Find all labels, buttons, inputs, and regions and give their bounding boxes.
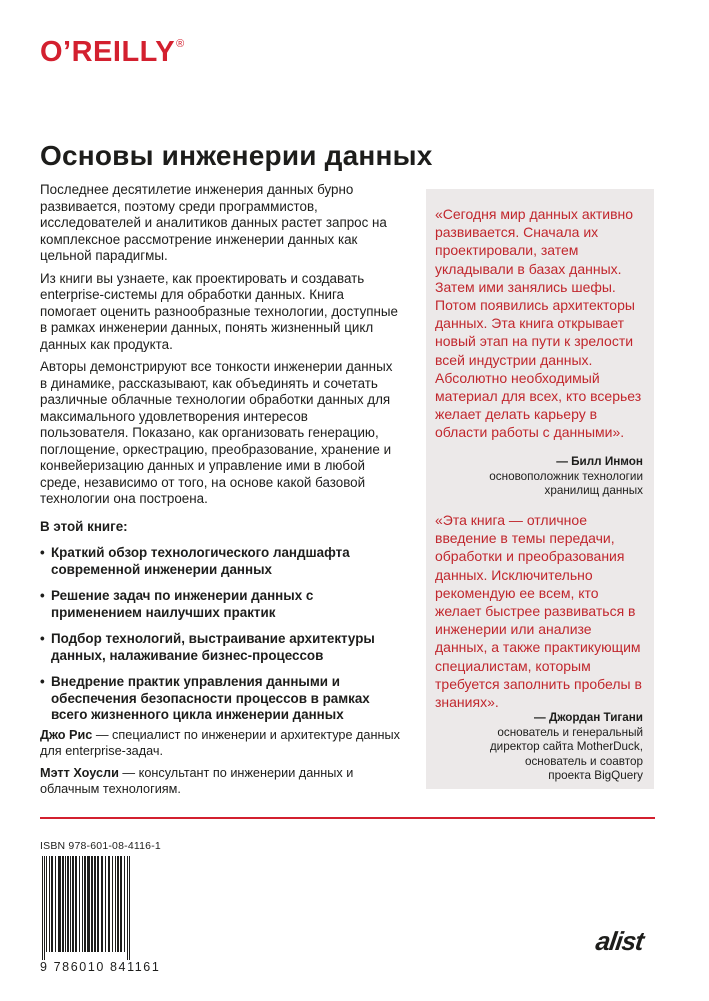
- author-bio: Джо Рис — специалист по инженерии и архитектуре данных для enterprise-задач.: [40, 728, 400, 758]
- barcode-bar: [112, 856, 113, 952]
- barcode-bar: [62, 856, 64, 952]
- quote-text: «Эта книга — отличное введение в темы передачи, обработки и преобразования данных. Исключительно рекомендую ее всем, кто желает быстрее развиваться в инженерии или анализе данных, а также практикующим специалистам, которым требуется заполнить пробелы в знаниях».: [435, 512, 642, 711]
- barcode-bar: [120, 856, 122, 952]
- quote-author-role: проекта BigQuery: [548, 769, 643, 783]
- author-bio: Мэтт Хоусли — консультант по инженерии данных и облачным технологиям.: [40, 766, 354, 796]
- in-book-heading: В этой книге:: [40, 519, 128, 534]
- isbn-text: ISBN 978-601-08-4116-1: [40, 840, 161, 852]
- barcode-bar: [58, 856, 61, 952]
- quote-author-role: основатель и соавтор: [524, 754, 643, 768]
- list-item: • Решение задач по инженерии данных с применением наилучших практик: [40, 588, 314, 620]
- list-item: • Внедрение практик управления данными и обеспечения безопасности процессов в рамках всего жизненного цикла инженерии данных: [40, 674, 370, 722]
- barcode-bar: [87, 856, 90, 952]
- barcode-bar: [108, 856, 110, 952]
- list-item: • Подбор технологий, выстраивание архитектуры данных, налаживание бизнес-процессов: [40, 631, 375, 663]
- description-paragraph: Последнее десятилетие инженерия данных бурно развивается, поэтому среди программистов, исследователей и аналитиков данных растет запрос на комплексное рассмотрение инженерии данных как цельной парадигмы.: [40, 182, 387, 263]
- barcode-bar: [70, 856, 71, 952]
- author-name: Джо Рис: [40, 728, 93, 742]
- publisher-logo: alist: [593, 926, 646, 956]
- barcode-bar: [124, 856, 125, 952]
- book-description: [40, 182, 400, 514]
- barcode-bar: [115, 856, 116, 952]
- quote-author: — Джордан Тигани: [534, 711, 643, 724]
- barcode-bar: [67, 856, 69, 952]
- quote-author-role: директор сайта MotherDuck,: [489, 740, 643, 754]
- book-title: Основы инженерии данных: [40, 140, 433, 171]
- barcode-bar: [91, 856, 93, 952]
- barcode-bar: [82, 856, 83, 952]
- description-paragraph: Из книги вы узнаете, как проектировать и создавать enterprise-системы для обработки данных. Книга помогает оценить разнообразные технологии, доступные в рамках инженерии данных, понять жизненный цикл данных как продукта.: [40, 270, 399, 352]
- barcode-bar: [51, 856, 53, 952]
- quote-author-role: основатель и генеральный: [497, 725, 643, 739]
- barcode-number: 9 786010 841161: [40, 960, 161, 974]
- quote-author-role: хранилищ данных: [544, 484, 643, 498]
- barcode-bar: [55, 856, 56, 952]
- barcode-bar: [75, 856, 77, 952]
- barcode-bar: [94, 856, 96, 952]
- bullet-icon: •: [40, 631, 45, 646]
- barcode: [40, 856, 176, 960]
- quote-author-role: основоположник технологии: [489, 469, 643, 483]
- authors-section: [40, 728, 400, 804]
- barcode-bar: [79, 856, 80, 952]
- barcode-bar: [46, 856, 47, 952]
- barcode-bar: [127, 856, 128, 960]
- divider-line: [40, 817, 655, 819]
- barcode-bar: [84, 856, 86, 952]
- barcode-bar: [65, 856, 66, 952]
- barcode-bar: [97, 856, 99, 952]
- quote-text: «Сегодня мир данных активно развивается. Сначала их проектировали, затем укладывали в базах данных. Затем ими занялись шефы. Потом появились архитекторы данных. Эта книга открывает новый этап на пути к зрелости всей индустрии данных. Абсолютно необходимый материал для всех, кто всерьез желает делать карьеру в области работы с данными».: [435, 206, 642, 441]
- quote-attribution: [435, 711, 643, 784]
- bullet-icon: •: [40, 545, 45, 560]
- features-list: [40, 545, 400, 734]
- barcode-bar: [117, 856, 119, 952]
- bullet-icon: •: [40, 588, 45, 603]
- quote-attribution: [435, 455, 643, 499]
- description-paragraph: Авторы демонстрируют все тонкости инженерии данных в динамике, рассказывают, как объединять и сочетать различные облачные технологии обработки данных для максимального удовлетворения интересов пользователя. Показано, как организовать генерацию, поглощение, оркестрацию, преобразование, хранение и конвейеризацию данных и управление ими в любой среде, независимо от того, на основе какой базовой технологии она построена.: [40, 359, 393, 506]
- list-item: • Краткий обзор технологического ландшафта современной инженерии данных: [40, 545, 350, 577]
- quote-author: — Билл Инмон: [556, 455, 643, 468]
- barcode-bar: [49, 856, 50, 952]
- author-name: Мэтт Хоусли: [40, 766, 119, 780]
- barcode-bar: [72, 856, 74, 952]
- barcode-bar: [105, 856, 106, 952]
- bullet-icon: •: [40, 674, 45, 689]
- barcode-bar: [44, 856, 45, 960]
- barcode-bar: [101, 856, 103, 952]
- barcode-bar: [129, 856, 130, 960]
- oreilly-logo: O’REILLY®: [40, 36, 185, 68]
- barcode-bar: [42, 856, 43, 960]
